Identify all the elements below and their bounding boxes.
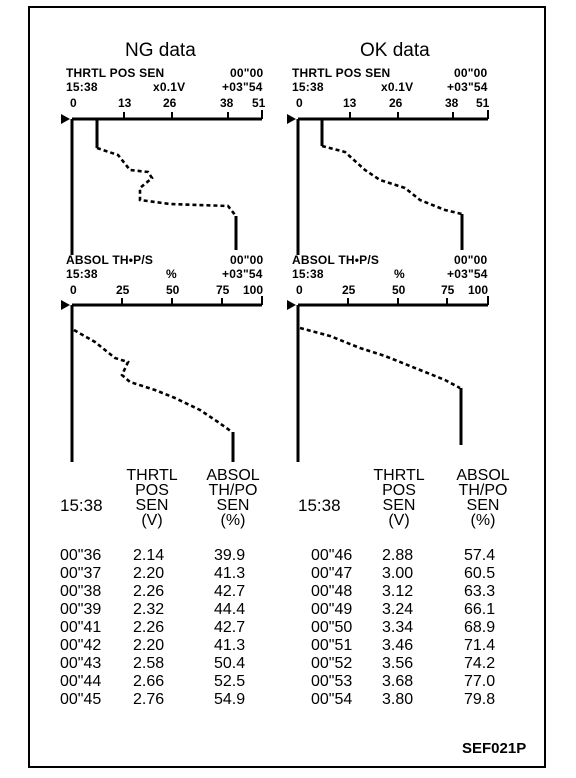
- table-cell: 68.9: [464, 619, 496, 636]
- ng-col2-line3: SEN: [216, 497, 250, 514]
- table-cell: 00"38: [60, 583, 102, 600]
- ng-absol-chart: [61, 296, 262, 462]
- ng-absol-tend: +03"54: [222, 267, 263, 281]
- ok-tps-label: THRTL POS SEN: [292, 66, 391, 80]
- ng-tps-tick-0: 0: [70, 96, 77, 110]
- ng-col1-line2: POS: [135, 482, 169, 499]
- ok-table-time-header: 15:38: [298, 496, 341, 515]
- ng-tps-tend: +03"54: [222, 80, 263, 94]
- table-cell: 71.4: [464, 637, 496, 654]
- table-cell: 2.20: [133, 565, 165, 582]
- table-cell: 00"44: [60, 673, 102, 690]
- ng-absol-unit: %: [166, 267, 177, 281]
- table-cell: 2.26: [133, 619, 165, 636]
- table-cell: 00"41: [60, 619, 102, 636]
- ng-col2-line2: TH/PO: [208, 482, 258, 499]
- ng-absol-trace-dashed: [74, 330, 232, 432]
- ok-tps-tick-2: 26: [389, 96, 403, 110]
- ok-tps-chart: [287, 110, 488, 255]
- ok-col2-line4: (%): [470, 512, 496, 529]
- table-cell: 00"36: [60, 547, 102, 564]
- ng-tps-label: THRTL POS SEN: [66, 66, 165, 80]
- ng-absol-tick-1: 25: [116, 283, 130, 297]
- table-cell: 2.14: [133, 547, 165, 564]
- ok-absol-trace-dashed: [300, 328, 460, 388]
- ok-absol-tick-0: 0: [296, 283, 303, 297]
- ok-absol-marker: [287, 300, 296, 310]
- ng-col1-line1: THRTL: [126, 467, 178, 484]
- ok-col1-line2: POS: [382, 482, 416, 499]
- table-cell: 00"52: [311, 655, 353, 672]
- table-cell: 2.66: [133, 673, 165, 690]
- table-cell: 77.0: [464, 673, 496, 690]
- ng-col1-line3: SEN: [135, 497, 169, 514]
- table-cell: 3.68: [382, 673, 414, 690]
- table-cell: 2.26: [133, 583, 165, 600]
- ok-tps-unit: x0.1V: [381, 80, 414, 94]
- ng-table-col-tps-header: [120, 468, 184, 528]
- ng-table-tps-column: [133, 547, 164, 709]
- table-cell: 42.7: [214, 619, 246, 636]
- table-cell: 66.1: [464, 601, 496, 618]
- ng-col1-line4: (V): [141, 512, 163, 529]
- table-cell: 50.4: [214, 655, 246, 672]
- ok-tps-marker: [287, 114, 296, 124]
- ok-absol-tick-4: 100: [468, 283, 489, 297]
- ok-col2-line2: TH/PO: [458, 482, 508, 499]
- table-cell: 00"51: [311, 637, 353, 654]
- ng-tps-chart: [61, 110, 262, 255]
- ng-table-time-column: [60, 547, 101, 709]
- table-cell: 52.5: [214, 673, 246, 690]
- ng-tps-unit: x0.1V: [153, 80, 186, 94]
- table-cell: 2.32: [133, 601, 165, 618]
- ok-col2-line1: ABSOL: [456, 467, 510, 484]
- ok-absol-tick-3: 75: [441, 283, 455, 297]
- table-cell: 00"54: [311, 691, 353, 708]
- table-cell: 2.88: [382, 547, 414, 564]
- ok-tps-tick-3: 38: [445, 96, 459, 110]
- ok-tps-tick-1: 13: [343, 96, 357, 110]
- ok-absol-chart: [287, 296, 488, 462]
- table-cell: 74.2: [464, 655, 496, 672]
- ok-absol-tend: +03"54: [447, 267, 488, 281]
- table-cell: 57.4: [464, 547, 496, 564]
- table-cell: 00"46: [311, 547, 353, 564]
- ok-col1-line1: THRTL: [373, 467, 425, 484]
- ok-absol-label: ABSOL TH•P/S: [292, 253, 380, 267]
- table-cell: 00"50: [311, 619, 353, 636]
- table-cell: 00"42: [60, 637, 102, 654]
- table-cell: 00"48: [311, 583, 353, 600]
- ng-absol-tick-4: 100: [243, 283, 264, 297]
- ng-tps-trace-dashed: [97, 148, 236, 216]
- ng-absol-tick-2: 50: [166, 283, 180, 297]
- figure-code: SEF021P: [462, 740, 527, 757]
- ng-absol-marker: [61, 300, 70, 310]
- ng-tps-time: 15:38: [66, 80, 98, 94]
- ng-absol-label: ABSOL TH•P/S: [66, 253, 154, 267]
- table-cell: 00"49: [311, 601, 353, 618]
- ng-tps-tstart: 00"00: [230, 66, 264, 80]
- table-cell: 2.58: [133, 655, 165, 672]
- table-cell: 00"47: [311, 565, 353, 582]
- ng-absol-tick-3: 75: [216, 283, 230, 297]
- table-cell: 41.3: [214, 637, 246, 654]
- ok-tps-tend: +03"54: [447, 80, 488, 94]
- ng-table-time-header: 15:38: [60, 496, 103, 515]
- ok-absol-tick-1: 25: [342, 283, 356, 297]
- ng-col2-line1: ABSOL: [206, 467, 260, 484]
- table-cell: 00"45: [60, 691, 102, 708]
- table-cell: 41.3: [214, 565, 246, 582]
- table-cell: 3.56: [382, 655, 414, 672]
- ok-tps-tick-4: 51: [476, 96, 490, 110]
- ok-col1-line4: (V): [388, 512, 410, 529]
- ok-tps-tstart: 00"00: [454, 66, 488, 80]
- table-cell: 3.80: [382, 691, 414, 708]
- ng-tps-tick-3: 38: [220, 96, 234, 110]
- ok-absol-time: 15:38: [292, 267, 324, 281]
- ng-tps-tick-4: 51: [252, 96, 266, 110]
- ng-data-title: NG data: [125, 40, 196, 61]
- ng-table-col-absol-header: [197, 468, 269, 528]
- table-cell: 3.34: [382, 619, 414, 636]
- ok-absol-unit: %: [394, 267, 405, 281]
- ng-absol-time: 15:38: [66, 267, 98, 281]
- table-cell: 63.3: [464, 583, 496, 600]
- table-cell: 42.7: [214, 583, 246, 600]
- ng-tps-marker: [61, 114, 70, 124]
- table-cell: 00"43: [60, 655, 102, 672]
- ok-absol-tick-2: 50: [392, 283, 406, 297]
- ok-absol-tstart: 00"00: [454, 253, 488, 267]
- ng-absol-tick-0: 0: [70, 283, 77, 297]
- table-cell: 00"39: [60, 601, 102, 618]
- ok-table-tps-column: [382, 547, 413, 709]
- ng-tps-tick-2: 26: [163, 96, 177, 110]
- ok-tps-trace-dashed: [322, 146, 462, 214]
- table-cell: 60.5: [464, 565, 496, 582]
- ng-table-absol-column: [214, 547, 245, 709]
- table-cell: 39.9: [214, 547, 246, 564]
- ok-table-absol-column: [464, 547, 495, 709]
- table-cell: 2.20: [133, 637, 165, 654]
- ok-table-col-absol-header: [447, 468, 519, 528]
- ok-tps-time: 15:38: [292, 80, 324, 94]
- ok-data-title: OK data: [360, 40, 430, 61]
- table-cell: 3.24: [382, 601, 414, 618]
- table-cell: 44.4: [214, 601, 246, 618]
- table-cell: 54.9: [214, 691, 246, 708]
- table-cell: 00"37: [60, 565, 102, 582]
- ok-table-time-column: [311, 547, 352, 709]
- table-cell: 3.12: [382, 583, 414, 600]
- ng-tps-tick-1: 13: [118, 96, 132, 110]
- table-cell: 00"53: [311, 673, 353, 690]
- ok-tps-tick-0: 0: [296, 96, 303, 110]
- ng-col2-line4: (%): [220, 512, 246, 529]
- table-cell: 3.00: [382, 565, 414, 582]
- ok-col2-line3: SEN: [466, 497, 500, 514]
- table-cell: 3.46: [382, 637, 414, 654]
- table-cell: 2.76: [133, 691, 165, 708]
- ok-col1-line3: SEN: [382, 497, 416, 514]
- ng-absol-tstart: 00"00: [230, 253, 264, 267]
- table-cell: 79.8: [464, 691, 496, 708]
- ok-table-col-tps-header: [367, 468, 431, 528]
